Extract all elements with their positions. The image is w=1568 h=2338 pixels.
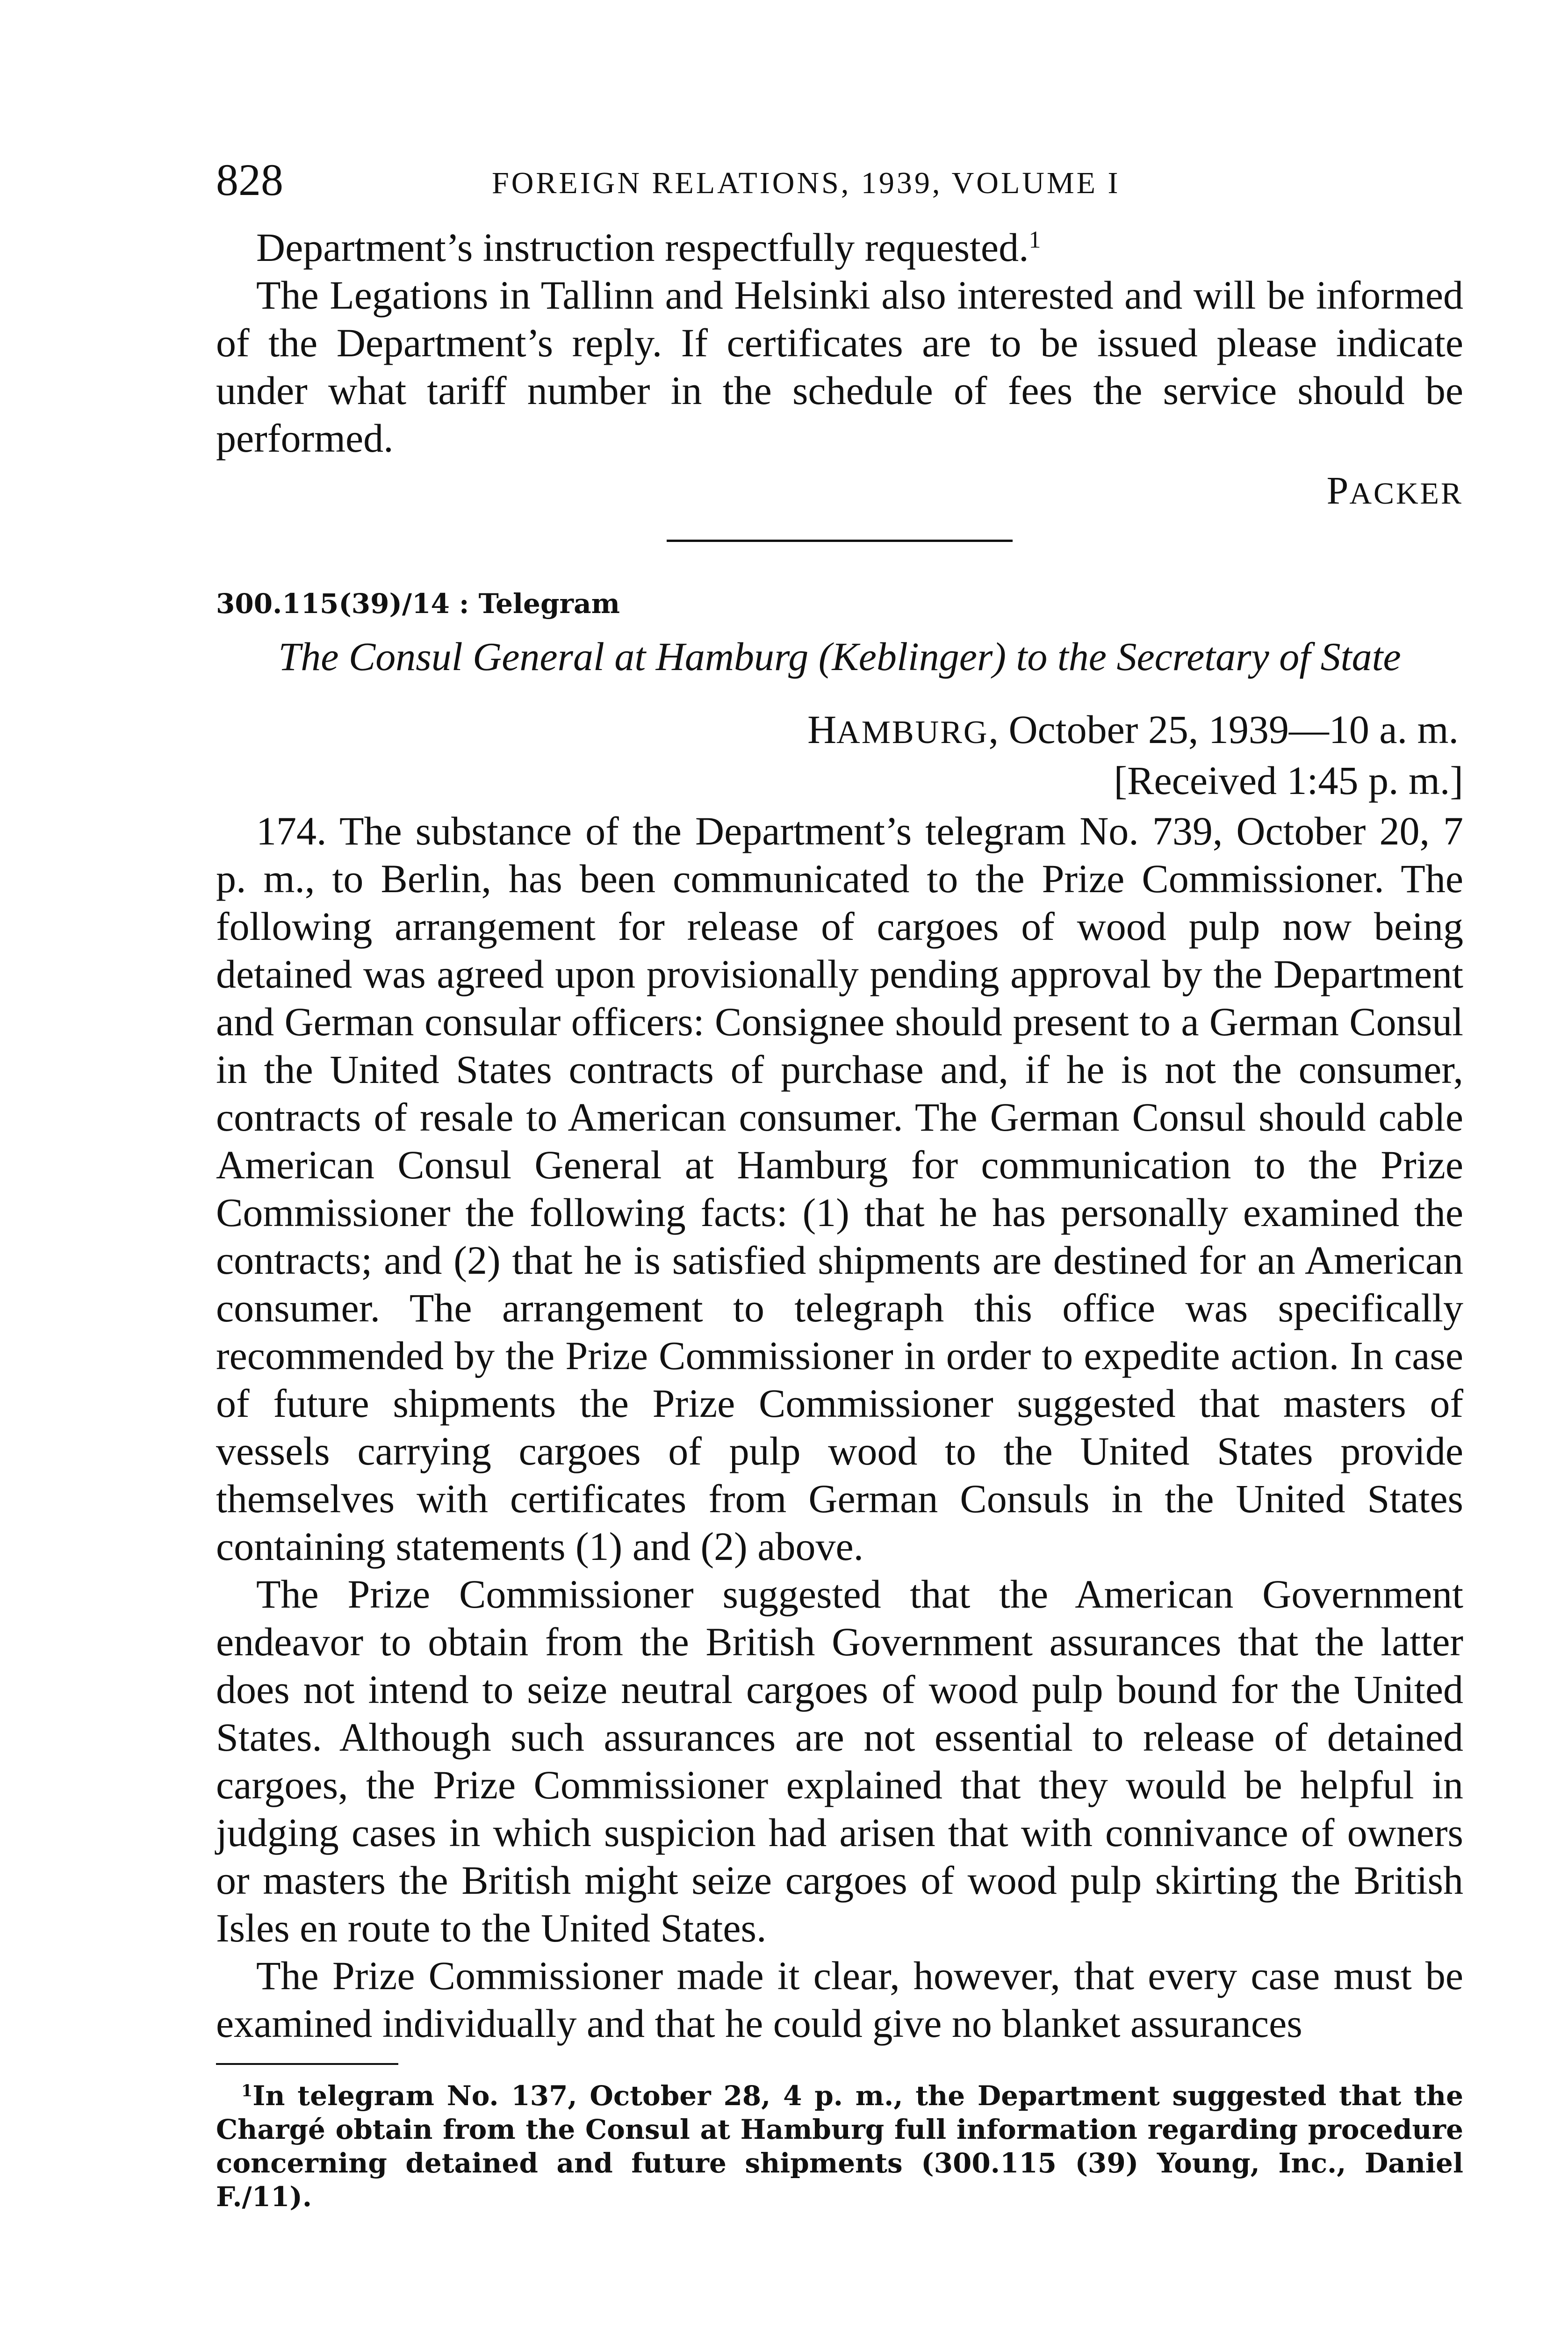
telegram-body <box>216 807 1463 2047</box>
paragraph: The Prize Commissioner suggested that the American Government endeavor to obtain from the British Government assurances that the latter does not intend to seize neutral cargoes of wood pulp bound for the United States. Although such assurances are not essential to release of detained cargoes, the Prize Commissioner explained that they would be helpful in judging cases in which suspicion had arisen that with connivance of owners or masters the British might seize cargoes of wood pulp skirting the British Isles en route to the United States. <box>216 1572 1463 1950</box>
footnote <box>216 2079 1463 2214</box>
received-time: [Received 1:45 p. m.] <box>1114 758 1463 803</box>
dateline-place-initial: H <box>807 707 837 752</box>
continued-telegram-text <box>216 224 1463 462</box>
section-divider <box>667 540 1013 542</box>
dateline-date: , October 25, 1939—10 a. m. <box>988 707 1459 752</box>
paragraph-text: Department’s instruction respectfully requested. <box>256 225 1029 270</box>
signature-rest: ACKER <box>1349 476 1463 511</box>
footnote-marker: 1 <box>241 2081 253 2100</box>
file-reference: 300.115(39)/14 : Telegram <box>216 588 620 620</box>
paragraph: The Prize Commissioner made it clear, however, that every case must be examined individually and that he could give no blanket assurances <box>216 1953 1463 2046</box>
dateline-place-rest: AMBURG <box>836 714 989 750</box>
paragraph: 174. The substance of the Department’s telegram No. 739, October 20, 7 p. m., to Berlin, has been communicated to the Prize Commissioner. The following arrangement for release of cargoes of wood pulp now being detained was agreed upon provisionally pending approval by the Department and German consular officers: Consignee should present to a German Consul in the United States contracts of purchase and, if he is not the consumer, contracts of resale to American consumer. The German Consul should cable American Consul General at Hamburg for communication to the Prize Commissioner the following facts: (1) that he has personally examined the contracts; and (2) that he is satisfied shipments are destined for an American consumer. The arrangement to telegraph this office was specifically recommended by the Prize Commissioner in order to expedite action. In case of future shipments the Prize Commissioner suggested that masters of vessels carrying cargoes of pulp wood to the United States provide themselves with certificates from German Consuls in the United States containing statements (1) and (2) above. <box>216 808 1463 1569</box>
dateline <box>216 706 1463 757</box>
page-number: 828 <box>216 155 283 205</box>
paragraph <box>216 224 1463 271</box>
footnote-divider <box>216 2063 398 2065</box>
document-title: The Consul General at Hamburg (Keblinger) to the Secretary of State <box>278 634 1401 679</box>
signature <box>216 469 1463 516</box>
running-title: FOREIGN RELATIONS, 1939, VOLUME I <box>492 166 1121 200</box>
footnote-marker: 1 <box>1029 226 1041 253</box>
running-header <box>216 154 1463 206</box>
document-page <box>216 154 1463 2214</box>
signature-initial: P <box>1326 469 1350 512</box>
footnote-text: In telegram No. 137, October 28, 4 p. m., the Department suggested that the Chargé obtain from the Consul at Hamburg full information regarding procedure concerning detained and future shipments (300.115 (39) Young, Inc., Daniel F./11). <box>216 2080 1463 2213</box>
paragraph: The Legations in Tallinn and Helsinki also interested and will be informed of the Department’s reply. If certificates are to be issued please indicate under what tariff number in the schedule of fees the service should be performed. <box>216 273 1463 461</box>
